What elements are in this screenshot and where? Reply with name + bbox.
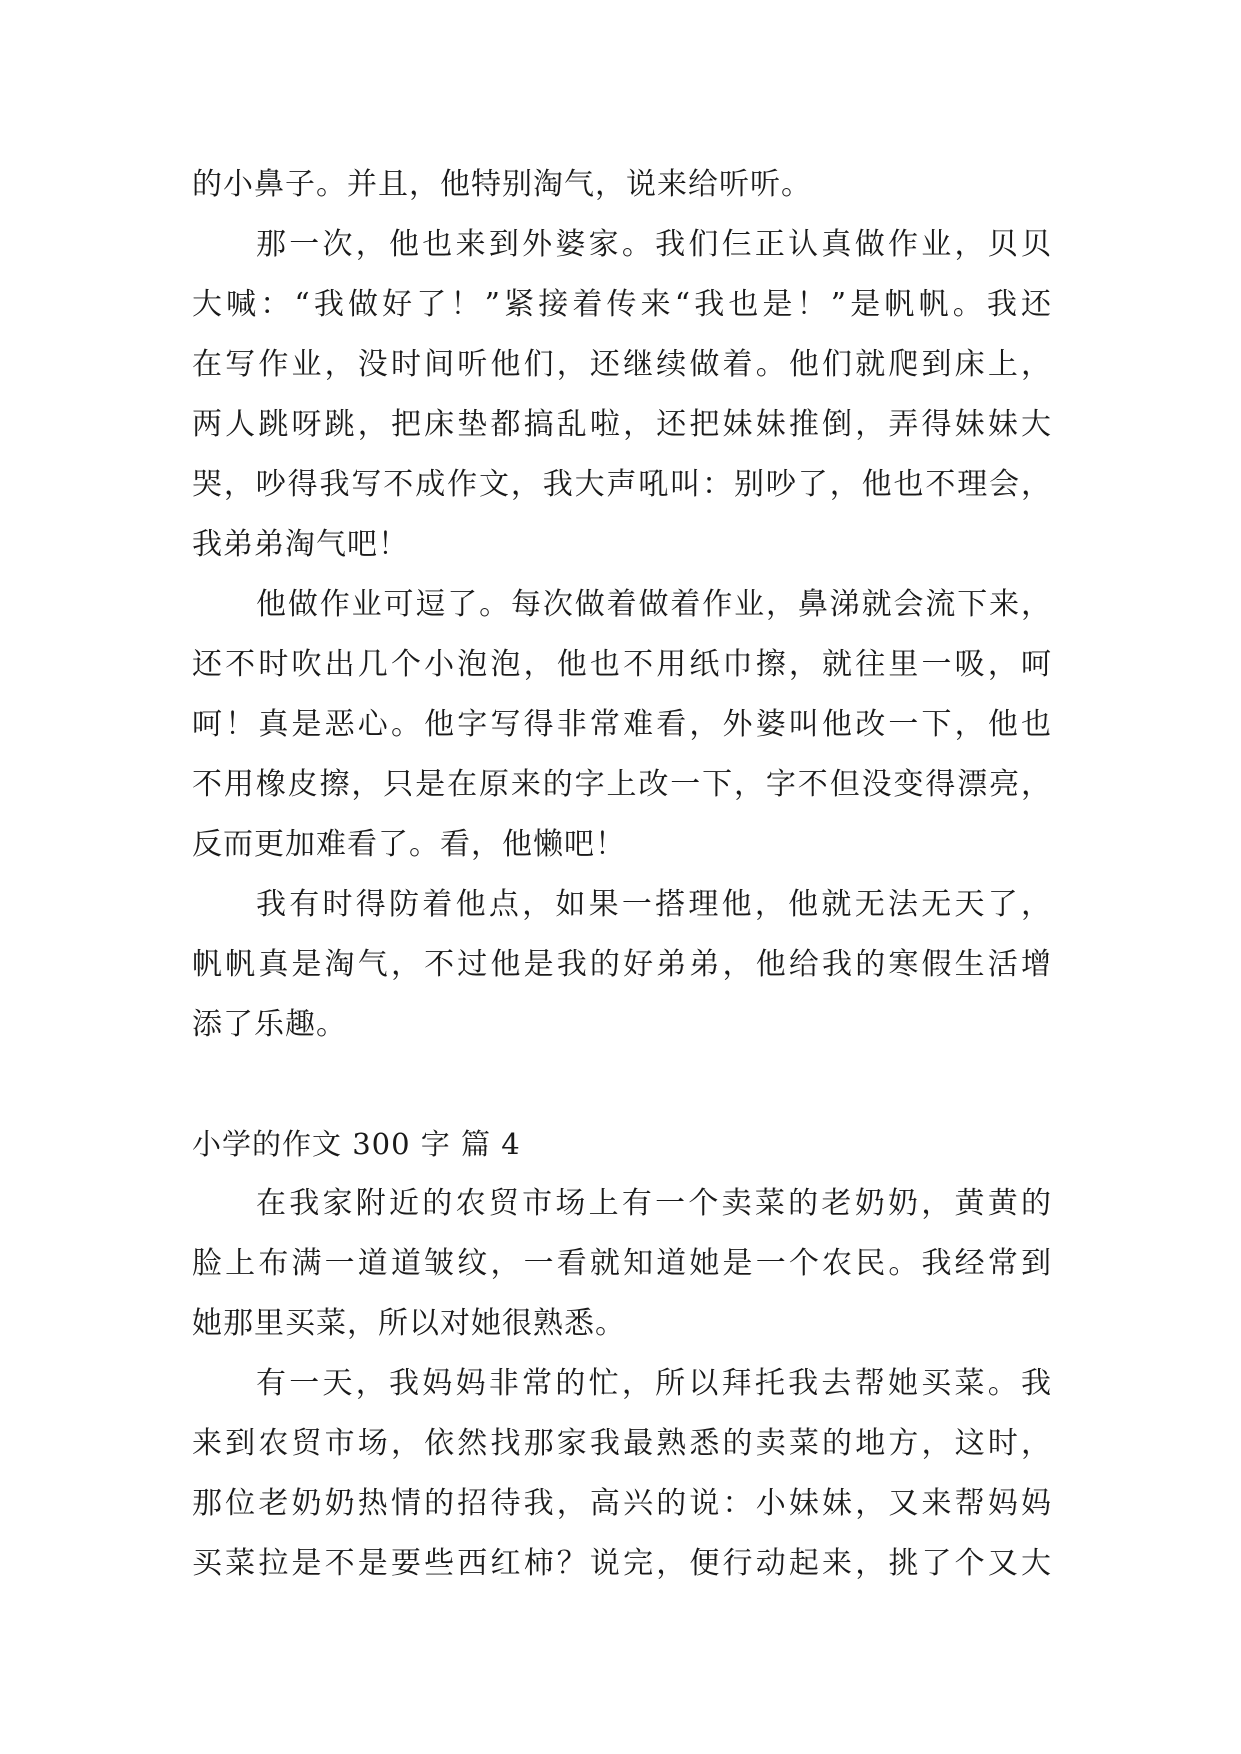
text-line: 来到农贸市场，依然找那家我最熟悉的卖菜的地方，这时， [192, 1426, 1052, 1461]
paragraph-first-line: 他做作业可逗了。每次做着做着作业，鼻涕就会流下来， [256, 587, 1052, 622]
text-line: 在写作业，没时间听他们，还继续做着。他们就爬到床上， [192, 347, 1052, 382]
paragraph-first-line: 在我家附近的农贸市场上有一个卖菜的老奶奶，黄黄的 [256, 1186, 1052, 1221]
paragraph-first-line: 有一天，我妈妈非常的忙，所以拜托我去帮她买菜。我 [256, 1366, 1052, 1401]
text-line: 呵！真是恶心。他字写得非常难看，外婆叫他改一下，他也 [192, 707, 1052, 742]
text-line: 添了乐趣。 [192, 1007, 347, 1042]
paragraph-first-line: 我有时得防着他点，如果一搭理他，他就无法无天了， [256, 887, 1052, 922]
text-line: 哭，吵得我写不成作文，我大声吼叫：别吵了，他也不理会， [192, 467, 1052, 502]
section-heading: 小学的作文 300 字 篇 4 [192, 1127, 521, 1161]
text-line: 还不时吹出几个小泡泡，他也不用纸巾擦，就往里一吸，呵 [192, 647, 1052, 682]
paragraph-first-line: 那一次，他也来到外婆家。我们仨正认真做作业，贝贝 [256, 227, 1052, 262]
text-line: 反而更加难看了。看，他懒吧！ [192, 827, 626, 862]
text-line: 我弟弟淘气吧！ [192, 527, 409, 562]
text-line: 那位老奶奶热情的招待我，高兴的说：小妹妹，又来帮妈妈 [192, 1486, 1052, 1521]
text-line: 的小鼻子。并且，他特别淘气，说来给听听。 [192, 167, 812, 202]
text-line: 大喊：“我做好了！”紧接着传来“我也是！”是帆帆。我还 [192, 287, 1052, 322]
text-line: 帆帆真是淘气，不过他是我的好弟弟，他给我的寒假生活增 [192, 947, 1052, 982]
text-line: 脸上布满一道道皱纹，一看就知道她是一个农民。我经常到 [192, 1246, 1052, 1281]
text-line: 买菜拉是不是要些西红柿？说完，便行动起来，挑了个又大 [192, 1546, 1052, 1581]
text-line: 不用橡皮擦，只是在原来的字上改一下，字不但没变得漂亮， [192, 767, 1052, 802]
text-line: 两人跳呀跳，把床垫都搞乱啦，还把妹妹推倒，弄得妹妹大 [192, 407, 1052, 442]
text-line: 她那里买菜，所以对她很熟悉。 [192, 1306, 626, 1341]
